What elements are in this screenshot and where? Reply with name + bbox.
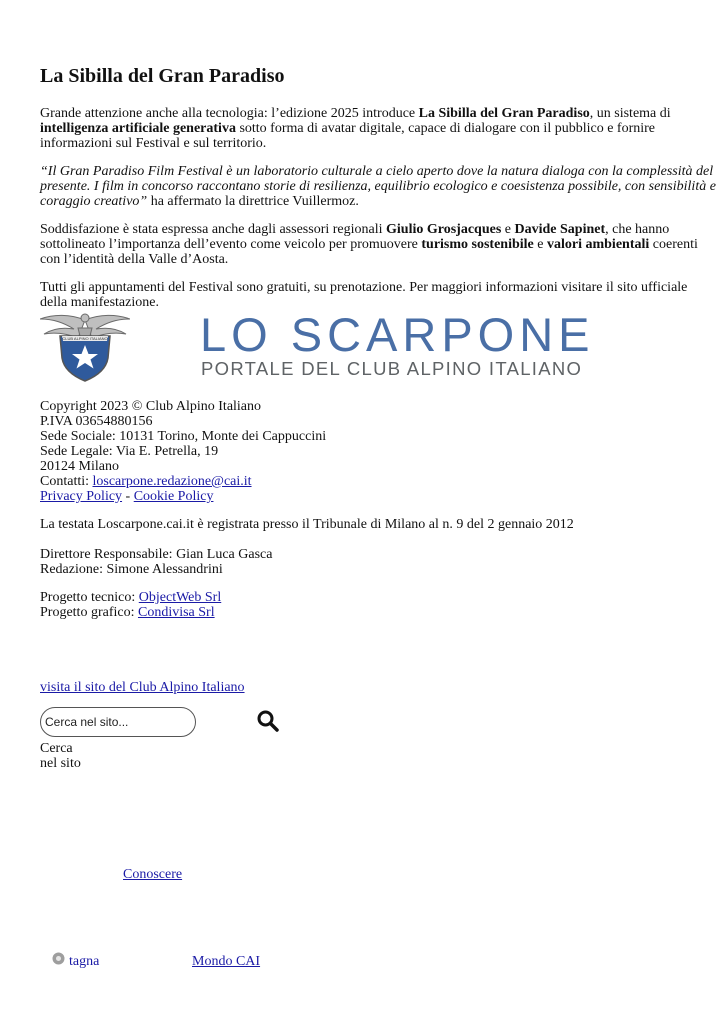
- loading-spinner-icon: [52, 952, 65, 965]
- separator: -: [122, 489, 134, 504]
- bold-text: intelligenza artificiale generativa: [40, 121, 236, 136]
- search-label-line: Cerca: [40, 741, 73, 756]
- text: , che hanno: [605, 222, 670, 237]
- contacts: [40, 474, 326, 489]
- text: sotto forma di avatar digitale, capace di dialogare con il pubblico e fornire: [235, 121, 656, 136]
- vat-number: P.IVA 03654880156: [40, 414, 153, 429]
- footer-info: [40, 399, 326, 504]
- search-icon[interactable]: [256, 709, 280, 733]
- text: e: [501, 222, 515, 237]
- text: informazioni sul Festival e sul territorio.: [40, 136, 267, 151]
- article-paragraph-assessors: [40, 222, 698, 267]
- nav-montagna-text: tagna: [69, 954, 100, 969]
- privacy-policy-link[interactable]: Privacy Policy: [40, 489, 123, 504]
- condivisa-link[interactable]: Condivisa Srl: [137, 605, 215, 620]
- graphic-label: Progetto grafico:: [40, 605, 138, 620]
- article-title: La Sibilla del Gran Paradiso: [40, 65, 285, 87]
- visit-cai-link[interactable]: visita il sito del Club Alpino Italiano: [40, 680, 245, 695]
- cookie-policy-link[interactable]: Cookie Policy: [133, 489, 214, 504]
- text: ha affermato la direttrice Vuillermoz.: [147, 194, 359, 209]
- search-label: [40, 741, 81, 771]
- staff: [40, 547, 272, 577]
- legal-office: Sede Legale: Via E. Petrella, 19: [40, 444, 219, 459]
- text: Soddisfazione è stata espressa anche dagli assessori regionali: [40, 222, 387, 237]
- bold-text: valori ambientali: [546, 237, 650, 252]
- city: 20124 Milano: [40, 459, 119, 474]
- registration-note: La testata Loscarpone.cai.it è registrata presso il Tribunale di Milano al n. 9 del 2 gennaio 2012: [40, 517, 574, 532]
- bold-text: turismo sostenibile: [421, 237, 534, 252]
- search-label-line: nel sito: [40, 756, 81, 771]
- article-paragraph-info: [40, 280, 690, 310]
- quote-line: coraggio creativo”: [40, 194, 148, 209]
- editorial-staff: Redazione: Simone Alessandrini: [40, 562, 223, 577]
- nav-mondo-cai-link[interactable]: Mondo CAI: [192, 954, 261, 969]
- text: Grande attenzione anche alla tecnologia: l’edizione 2025 introduce: [40, 106, 419, 121]
- lo-scarpone-wordmark: LO SCARPONE: [200, 308, 595, 361]
- emblem-text: CLUB ALPINO ITALIANO: [62, 336, 108, 341]
- objectweb-link[interactable]: ObjectWeb Srl: [138, 590, 222, 605]
- text: , un sistema di: [589, 106, 671, 121]
- nav-conoscere-link[interactable]: Conoscere: [123, 867, 183, 882]
- article-paragraph-technology: [40, 106, 690, 151]
- bold-text: La Sibilla del Gran Paradiso: [418, 106, 590, 121]
- cai-eagle-emblem-logo: [40, 310, 130, 382]
- project-credits: [40, 590, 221, 620]
- text: sottolineato l’importanza dell’evento come veicolo per promuovere: [40, 237, 422, 252]
- search-input[interactable]: [40, 707, 196, 737]
- contact-email-link[interactable]: loscarpone.redazione@cai.it: [92, 474, 252, 489]
- registered-office: Sede Sociale: 10131 Torino, Monte dei Cappuccini: [40, 429, 327, 444]
- quote-line: “Il Gran Paradiso Film Festival è un laboratorio culturale a cielo aperto dove la natura dialoga con la complessità del: [40, 164, 714, 179]
- technical-credit: [40, 590, 221, 605]
- nav-montagna-link[interactable]: [40, 954, 108, 970]
- contacts-label: Contatti:: [40, 474, 93, 489]
- text: Tutti gli appuntamenti del Festival sono gratuiti, su prenotazione. Per maggiori informazioni visitare il sito ufficiale: [40, 280, 688, 295]
- technical-label: Progetto tecnico:: [40, 590, 139, 605]
- copyright: Copyright 2023 © Club Alpino Italiano: [40, 399, 262, 414]
- portal-tagline: PORTALE DEL CLUB ALPINO ITALIANO: [201, 358, 583, 379]
- text: coerenti: [649, 237, 698, 252]
- bold-text: Davide Sapinet: [514, 222, 606, 237]
- text: con l’identità della Valle d’Aosta.: [40, 252, 229, 267]
- graphic-credit: [40, 605, 221, 620]
- director: Direttore Responsabile: Gian Luca Gasca: [40, 547, 273, 562]
- text: della manifestazione.: [40, 295, 159, 310]
- article-quote: [40, 164, 716, 209]
- bold-text: Giulio Grosjacques: [386, 222, 502, 237]
- quote-line: presente. I film in concorso raccontano storie di resilienza, equilibrio ecologico e coesistenza possibile, con sensibilità e: [40, 179, 716, 194]
- policy-links: [40, 489, 326, 504]
- text: e: [533, 237, 547, 252]
